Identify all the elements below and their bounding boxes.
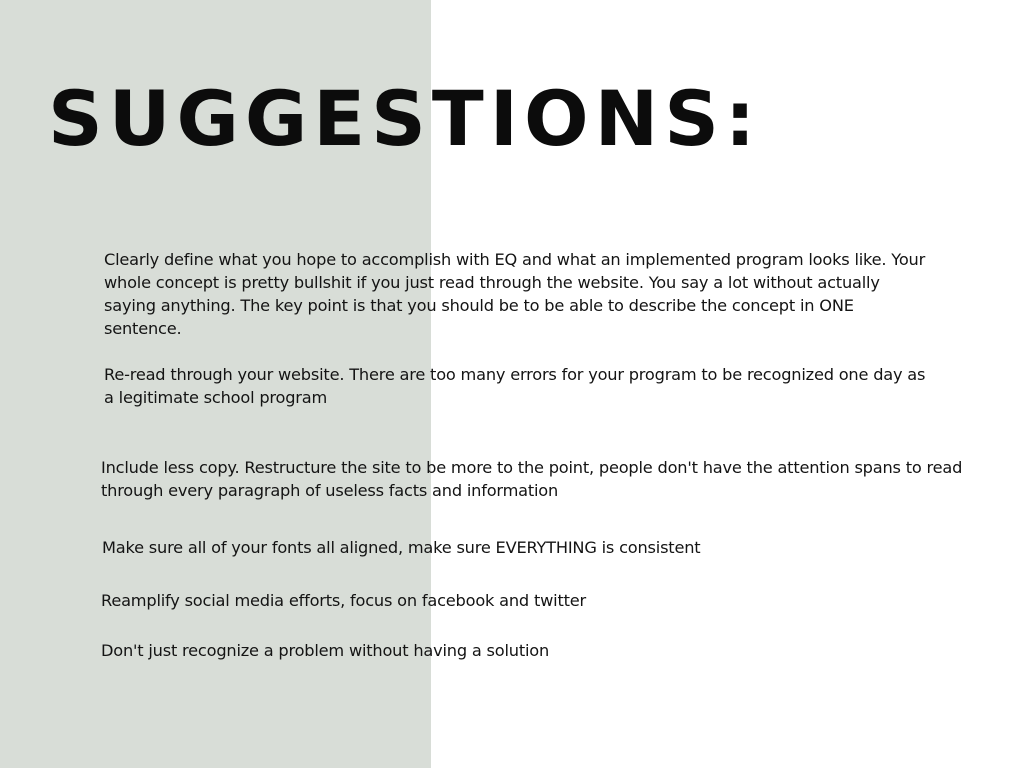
suggestion-text: Include less copy. Restructure the site to be more to the point, people don't have the attention spans to read through every paragraph of useless facts and information <box>101 458 963 500</box>
suggestion-text: Clearly define what you hope to accomplish with EQ and what an implemented program looks like. Your whole concept is pretty bullshit if you just read through the website. You say a lot without actually saying anything. The key point is that you should be to be able to describe the concept in ONE sentence. <box>104 250 926 338</box>
suggestion-text: Re-read through your website. There are too many errors for your program to be recognized one day as a legitimate school program <box>104 365 926 407</box>
suggestion-text: Don't just recognize a problem without having a solution <box>101 641 550 660</box>
suggestion-text: Make sure all of your fonts all aligned, make sure EVERYTHING is consistent <box>102 538 701 557</box>
suggestion-text: Reamplify social media efforts, focus on facebook and twitter <box>101 591 586 610</box>
slide-title: SUGGESTIONS: <box>48 74 762 163</box>
